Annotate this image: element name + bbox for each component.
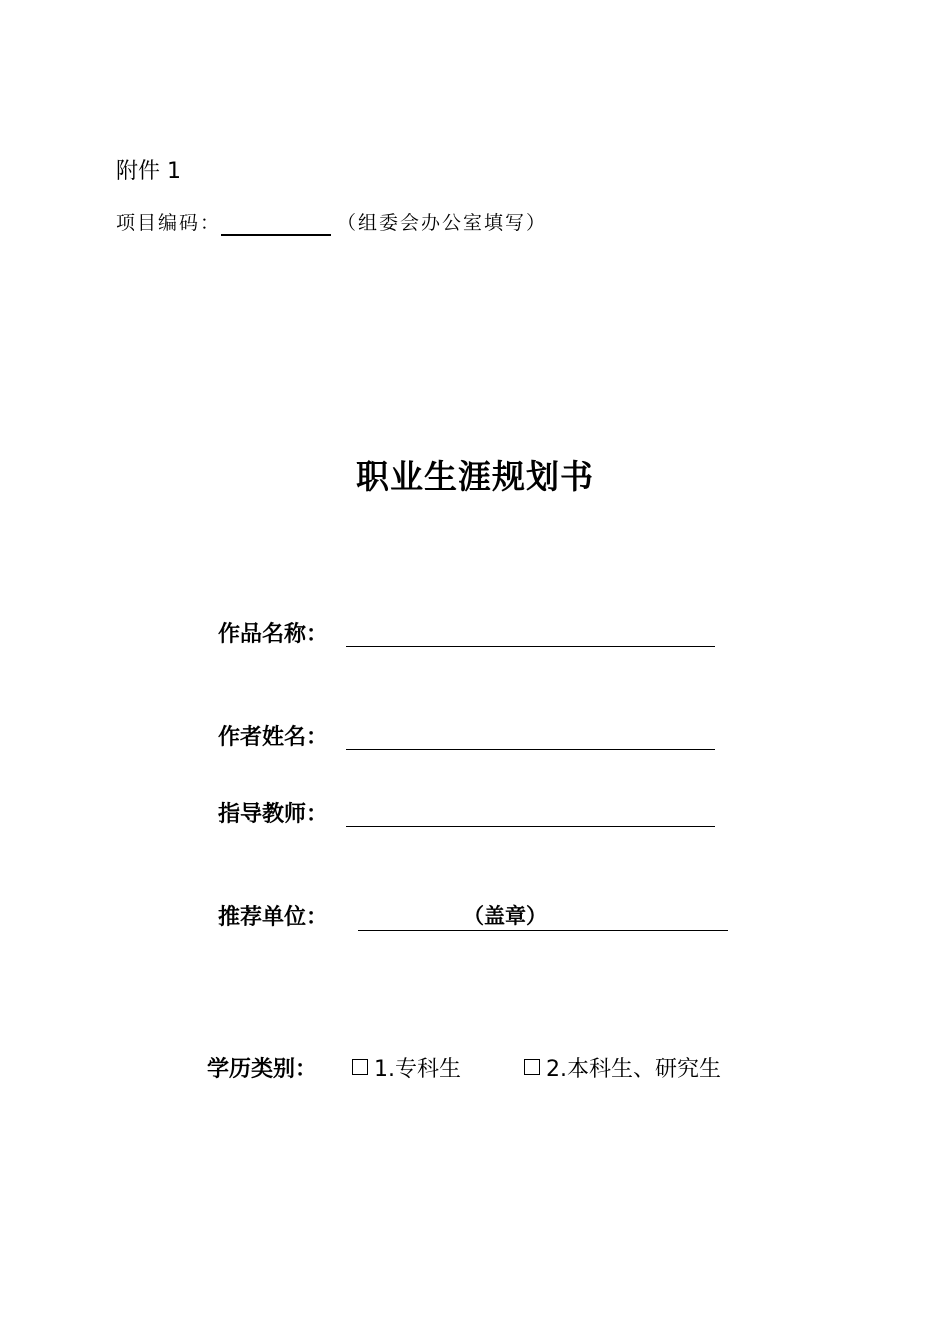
attachment-label: 附件 1 xyxy=(116,159,181,184)
advisor-blank[interactable] xyxy=(346,826,715,827)
work-name-blank[interactable] xyxy=(346,646,715,647)
project-code-blank[interactable] xyxy=(221,214,331,236)
document-title: 职业生涯规划书 xyxy=(356,457,594,496)
education-option-label: 2.本科生、研究生 xyxy=(546,1057,721,1082)
author-name-blank[interactable] xyxy=(346,749,715,750)
work-name-label: 作品名称： xyxy=(218,622,329,647)
project-code-note: （组委会办公室填写） xyxy=(337,212,548,234)
seal-note: （盖章） xyxy=(463,904,547,928)
checkbox-icon[interactable] xyxy=(352,1059,368,1075)
recommending-unit-label: 推荐单位： xyxy=(218,905,329,930)
project-code-row xyxy=(116,210,547,236)
checkbox-icon[interactable] xyxy=(524,1059,540,1075)
advisor-label: 指导教师： xyxy=(218,802,329,827)
education-option-undergrad-grad[interactable] xyxy=(524,1055,721,1085)
education-label: 学历类别： xyxy=(207,1057,318,1082)
project-code-label: 项目编码： xyxy=(116,212,222,234)
author-name-label: 作者姓名： xyxy=(218,725,329,750)
education-option-label: 1.专科生 xyxy=(374,1057,461,1082)
education-option-junior-college[interactable] xyxy=(352,1055,461,1085)
